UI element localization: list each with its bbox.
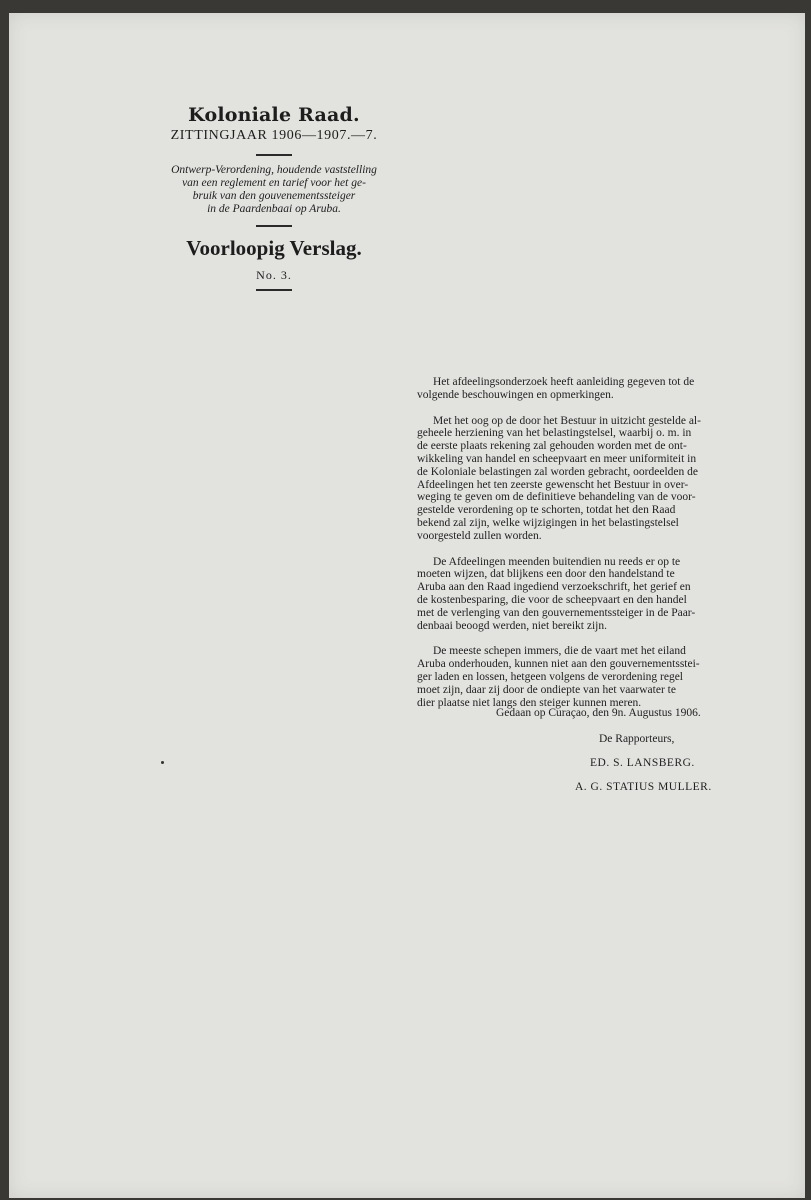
text-line: wikkeling van handel en scheepvaart en meer uniformiteit in [417, 452, 697, 465]
text-line: Afdeelingen het ten zeerste gewenscht het Bestuur in over- [417, 478, 689, 491]
text-line: dier plaatse niet langs den steiger kunnen meren. [417, 696, 642, 709]
text-line: volgende beschouwingen en opmerkingen. [417, 388, 614, 401]
council-title: Koloniale Raad. [188, 104, 360, 126]
text-line: de eerste plaats rekening zal gehouden worden met de ont- [417, 440, 687, 453]
header-divider [256, 225, 292, 227]
closing-date: Gedaan op Curaçao, den 9n. Augustus 1906. [496, 707, 701, 719]
text-line: de Koloniale belastingen zal worden gebracht, oordeelden de [417, 465, 698, 478]
text-line: bekend zal zijn, welke wijzigingen in het belastingstelsel [417, 516, 679, 529]
text-line: Het afdeelingsonderzoek heeft aanleiding gegeven tot de [433, 376, 695, 388]
text-line: moeten wijzen, dat blijkens een door den handelstand te [417, 568, 675, 581]
header-divider [256, 154, 292, 156]
text-line: de kostenbesparing, die voor de scheepvaart en den handel [417, 593, 687, 606]
text-line: Aruba onderhouden, kunnen niet aan den gouvernementsstei- [417, 658, 700, 671]
text-line: geheele herziening van het belastingstelsel, waarbij o. m. in [417, 427, 692, 440]
text-line: Aruba aan den Raad ingediend verzoekschrift, het gerief en [417, 581, 691, 594]
subject-line: in de Paardenbaai op Aruba. [207, 203, 341, 215]
report-title: Voorloopig Verslag. [186, 236, 362, 260]
subject-line: bruik van den gouvenementssteiger [192, 190, 356, 202]
signer-name: ED. S. LANSBERG. [590, 757, 695, 769]
paper-speck [161, 761, 164, 764]
report-number: No. 3. [256, 268, 292, 282]
text-line: met de verlenging van den gouvernementssteiger in de Paar- [417, 606, 696, 619]
document-header [159, 103, 389, 299]
text-line: denbaai beoogd werden, niet bereikt zijn. [417, 619, 607, 632]
text-line: voorgesteld zullen worden. [417, 529, 542, 542]
signer-name: A. G. STATIUS MULLER. [575, 781, 712, 793]
paragraph [417, 376, 761, 402]
paragraph [417, 645, 761, 709]
text-line: Met het oog op de door het Bestuur in uitzicht gestelde al- [433, 414, 701, 427]
text-line: ger laden en lossen, hetgeen volgens de verordening regel [417, 670, 683, 683]
ordinance-subject [164, 164, 384, 216]
text-line: De meeste schepen immers, die de vaart met het eiland [433, 645, 686, 658]
session-year: ZITTINGJAAR 1906—1907.—7. [170, 128, 378, 143]
text-line: De Afdeelingen meenden buitendien nu reeds er op te [433, 555, 681, 568]
subject-line: Ontwerp-Verordening, houdende vaststelling [171, 164, 377, 176]
subject-line: van een reglement en tarief voor het ge- [182, 177, 366, 189]
rapporteurs-label: De Rapporteurs, [599, 733, 675, 745]
document-page [9, 13, 805, 1198]
report-body [417, 376, 761, 722]
paragraph [417, 415, 761, 543]
header-divider [256, 289, 292, 291]
text-line: gestelde verordening op te schorten, totdat het den Raad [417, 504, 676, 517]
text-line: weging te geven om de definitieve behandeling van de voor- [417, 491, 696, 504]
paragraph [417, 556, 761, 633]
text-line: moet zijn, daar zij door de ondiepte van het vaarwater te [417, 683, 676, 696]
